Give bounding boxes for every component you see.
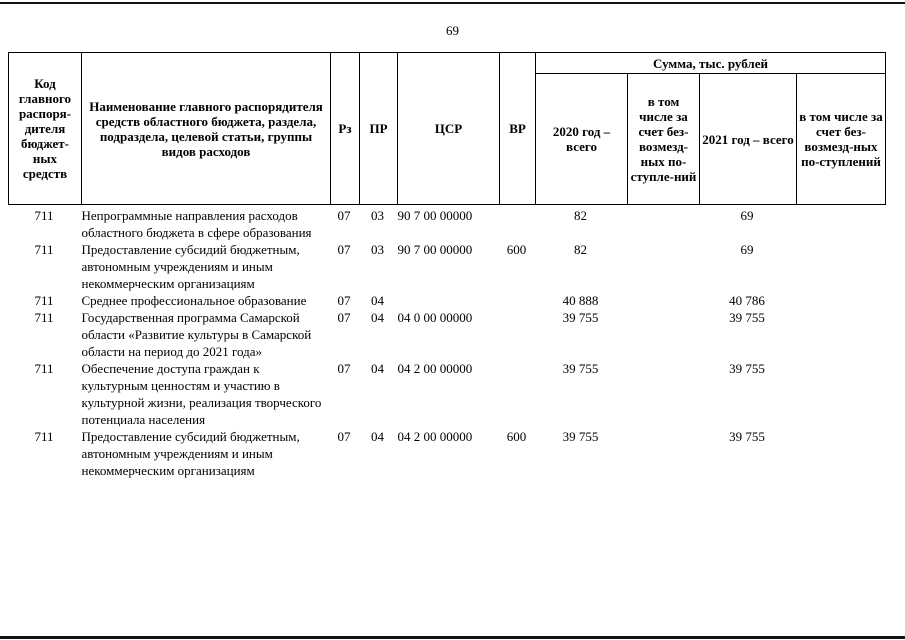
cell-free-2021 <box>797 428 886 479</box>
cell-name: Государственная программа Самарской области «Развитие культуры в Самарской области на период до 2021 года» <box>81 310 312 359</box>
table-row <box>9 309 886 360</box>
table-row <box>9 428 886 479</box>
cell-free-2021 <box>797 205 886 242</box>
cell-sum-2021: 40 786 <box>729 293 765 308</box>
page-number: 69 <box>446 23 459 38</box>
cell-name: Среднее профессиональное образование <box>81 293 307 308</box>
header-code: Код главного распоря-дителя бюджет-ных средств <box>9 53 82 205</box>
cell-free-2021 <box>797 360 886 428</box>
table-row <box>9 241 886 292</box>
cell-vr <box>500 292 536 309</box>
header-name: Наименование главного распорядителя средств областного бюджета, раздела, подраздела, целевой статьи, группы видов расходов <box>82 53 331 205</box>
cell-pr: 04 <box>371 310 384 325</box>
cell-sum-2021: 39 755 <box>729 361 765 376</box>
header-csr: ЦСР <box>398 53 500 205</box>
cell-vr: 600 <box>506 429 527 444</box>
cell-free-2020 <box>628 309 700 360</box>
table-body <box>9 205 886 480</box>
scan-top-border <box>0 2 905 4</box>
cell-pr: 03 <box>371 242 384 257</box>
cell-sum-2020: 82 <box>574 242 587 257</box>
cell-csr: 04 2 00 00000 <box>397 429 473 444</box>
header-2021-total: 2021 год – всего <box>700 74 797 205</box>
cell-code: 711 <box>34 208 54 223</box>
cell-code: 711 <box>34 293 54 308</box>
header-rz: Рз <box>331 53 360 205</box>
cell-code: 711 <box>34 361 54 376</box>
table-row <box>9 205 886 242</box>
cell-csr <box>398 292 500 309</box>
header-2020-free: в том числе за счет без-возмезд-ных по-ступле-ний <box>628 74 700 205</box>
cell-name: Непрограммные направления расходов областного бюджета в сфере образования <box>81 208 312 240</box>
scan-bottom-border <box>0 636 905 639</box>
cell-sum-2021: 69 <box>740 208 754 223</box>
cell-rz: 07 <box>337 242 351 257</box>
cell-name: Обеспечение доступа граждан к культурным ценностям и участию в культурной жизни, реализация творческого потенциала населения <box>81 361 322 427</box>
budget-table <box>8 52 886 479</box>
cell-csr: 04 0 00 00000 <box>397 310 473 325</box>
table-row <box>9 292 886 309</box>
cell-code: 711 <box>34 310 54 325</box>
cell-pr: 04 <box>371 293 384 308</box>
table-row <box>9 360 886 428</box>
cell-free-2021 <box>797 309 886 360</box>
cell-rz: 07 <box>337 208 351 223</box>
cell-sum-2021: 39 755 <box>729 429 765 444</box>
cell-vr <box>500 309 536 360</box>
cell-vr <box>500 205 536 242</box>
cell-free-2020 <box>628 292 700 309</box>
cell-name: Предоставление субсидий бюджетным, автономным учреждениям и иным некоммерческим организациям <box>81 242 300 291</box>
cell-free-2020 <box>628 241 700 292</box>
cell-name: Предоставление субсидий бюджетным, автономным учреждениям и иным некоммерческим организациям <box>81 429 300 478</box>
header-vr: ВР <box>500 53 536 205</box>
header-pr: ПР <box>360 53 398 205</box>
cell-csr: 04 2 00 00000 <box>397 361 473 376</box>
cell-sum-2021: 69 <box>740 242 754 257</box>
cell-sum-2020: 39 755 <box>562 310 599 325</box>
cell-sum-2020: 40 888 <box>562 293 599 308</box>
cell-vr: 600 <box>506 242 527 257</box>
cell-free-2020 <box>628 360 700 428</box>
cell-rz: 07 <box>337 310 351 325</box>
cell-vr <box>500 360 536 428</box>
cell-rz: 07 <box>337 361 351 376</box>
cell-sum-2021: 39 755 <box>729 310 765 325</box>
cell-sum-2020: 39 755 <box>562 361 599 376</box>
cell-free-2020 <box>628 428 700 479</box>
cell-sum-2020: 82 <box>574 208 587 223</box>
header-2020-total: 2020 год – всего <box>536 74 628 205</box>
cell-pr: 04 <box>371 429 384 444</box>
cell-code: 711 <box>34 429 54 444</box>
cell-sum-2020: 39 755 <box>562 429 599 444</box>
cell-rz: 07 <box>337 293 351 308</box>
cell-free-2021 <box>797 292 886 309</box>
cell-free-2020 <box>628 205 700 242</box>
table-header <box>9 53 886 205</box>
cell-free-2021 <box>797 241 886 292</box>
cell-csr: 90 7 00 00000 <box>397 208 473 223</box>
header-sum: Сумма, тыс. рублей <box>536 53 886 74</box>
cell-rz: 07 <box>337 429 351 444</box>
header-2021-free: в том числе за счет без-возмезд-ных по-ступлений <box>797 74 886 205</box>
cell-code: 711 <box>34 242 54 257</box>
cell-pr: 03 <box>371 208 384 223</box>
cell-pr: 04 <box>371 361 384 376</box>
cell-csr: 90 7 00 00000 <box>397 242 473 257</box>
